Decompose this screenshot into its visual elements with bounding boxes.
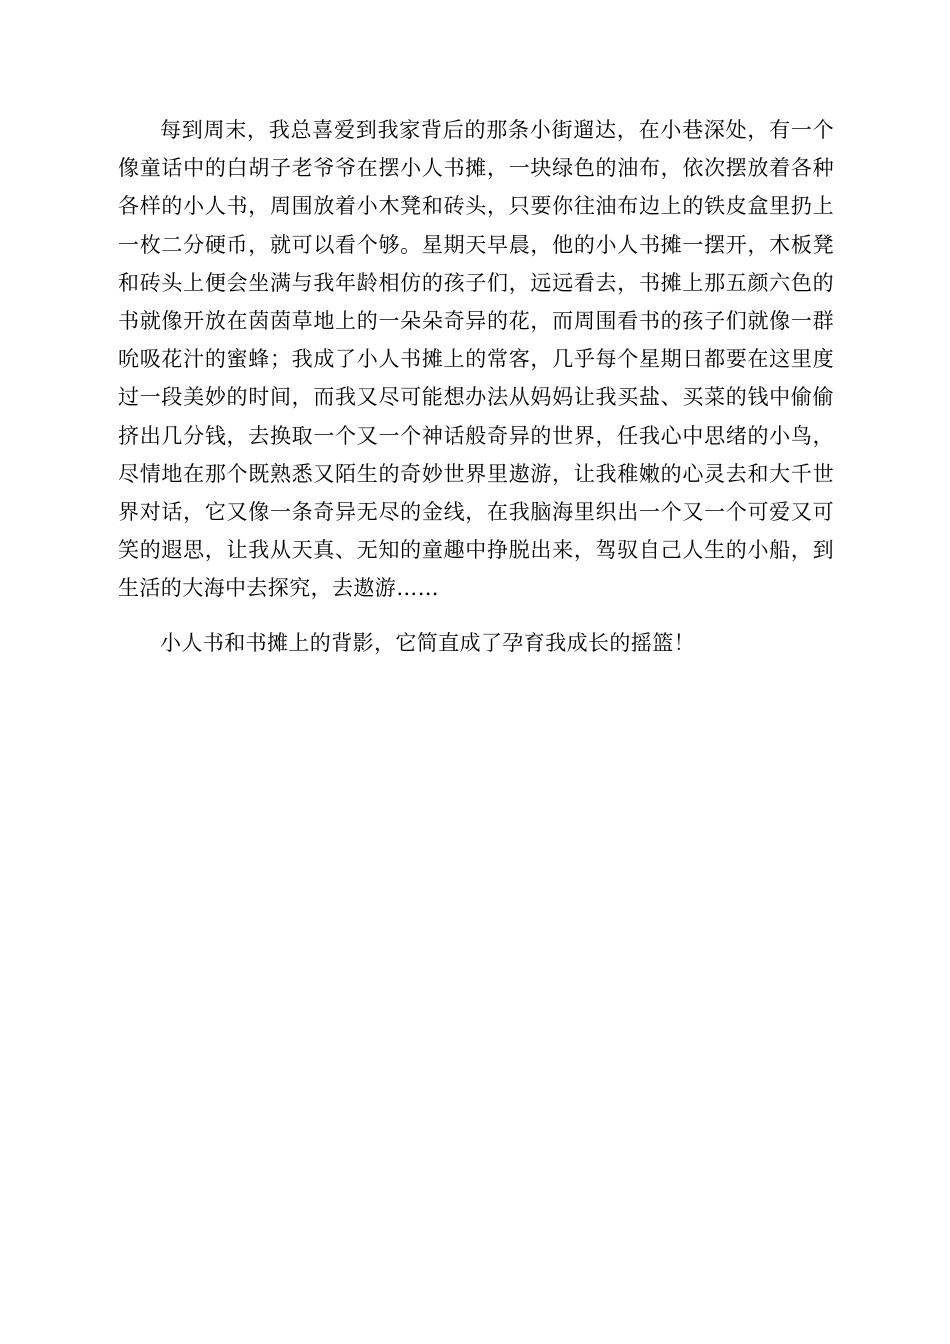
paragraph-2: 小人书和书摊上的背影，它简直成了孕育我成长的摇篮！ bbox=[160, 630, 695, 655]
document-body bbox=[118, 111, 834, 662]
paragraph-1: 每到周末，我总喜爱到我家背后的那条小街遛达，在小巷深处，有一个像童话中的白胡子老爷爷在摆小人书摊，一块绿色的油布，依次摆放着各种各样的小人书，周围放着小木凳和砖头，只要你往油布边上的铁皮盒里扔上一枚二分硬币，就可以看个够。星期天早晨，他的小人书摊一摆开，木板凳和砖头上便会坐满与我年龄相仿的孩子们，远远看去，书摊上那五颜六色的书就像开放在茵茵草地上的一朵朵奇异的花，而周围看书的孩子们就像一群吮吸花汁的蜜蜂；我成了小人书摊上的常客，几乎每个星期日都要在这里度过一段美妙的时间，而我又尽可能想办法从妈妈让我买盐、买菜的钱中偷偷挤出几分钱，去换取一个又一个神话般奇异的世界，任我心中思绪的小鸟，尽情地在那个既熟悉又陌生的奇妙世界里遨游，让我稚嫩的心灵去和大千世界对话，它又像一条奇异无尽的金线，在我脑海里织出一个又一个可爱又可笑的遐思，让我从天真、无知的童趣中挣脱出来，驾驭自己人生的小船，到生活的大海中去探究，去遨游…… bbox=[118, 118, 834, 601]
